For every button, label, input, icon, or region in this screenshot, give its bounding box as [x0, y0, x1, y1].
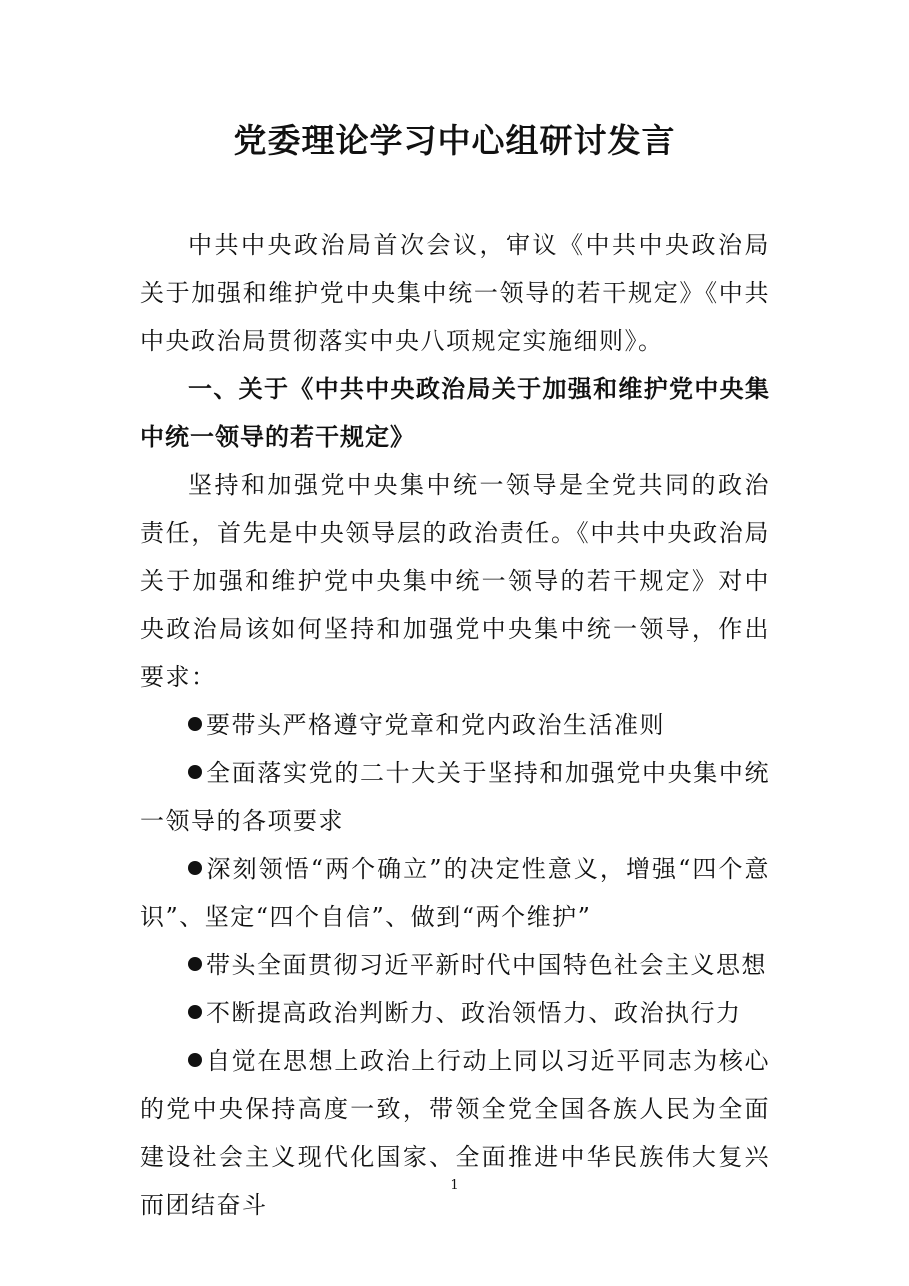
bullet-dot-icon	[188, 765, 202, 779]
bullet-text: 全面落实党的二十大关于坚持和加强党中央集中统一领导的各项要求	[140, 759, 770, 835]
bullet-item	[140, 941, 770, 989]
bullet-item	[140, 701, 770, 749]
bullet-dot-icon	[188, 1005, 202, 1019]
paragraph-text: 坚持和加强党中央集中统一领导是全党共同的政治责任，首先是中央领导层的政治责任。《中共中央政治局关于加强和维护党中央集中统一领导的若干规定》对中央政治局该如何坚持和加强党中央集中统一领导，作出要求：	[140, 471, 770, 691]
bullet-text: 不断提高政治判断力、政治领悟力、政治执行力	[206, 999, 742, 1027]
bullet-dot-icon	[188, 717, 202, 731]
bullet-dot-icon	[188, 861, 202, 875]
paragraph	[140, 461, 770, 701]
section-heading-text: 一、关于《中共中央政治局关于加强和维护党中央集中统一领导的若干规定》	[140, 375, 770, 451]
bullet-dot-icon	[188, 1053, 202, 1067]
bullet-item	[140, 845, 770, 941]
section-heading	[140, 365, 770, 461]
bullet-dot-icon	[188, 957, 202, 971]
paragraph-text: 中共中央政治局首次会议，审议《中共中央政治局关于加强和维护党中央集中统一领导的若干规定》《中共中央政治局贯彻落实中央八项规定实施细则》。	[140, 231, 770, 355]
document-body	[140, 221, 770, 1229]
page-number: 1	[450, 1178, 459, 1193]
paragraph	[140, 221, 770, 365]
bullet-item	[140, 989, 770, 1037]
bullet-text: 带头全面贯彻习近平新时代中国特色社会主义思想	[206, 951, 767, 979]
bullet-text: 深刻领悟“两个确立”的决定性意义，增强“四个意识”、坚定“四个自信”、做到“两个维护”	[140, 855, 770, 931]
bullet-item	[140, 749, 770, 845]
document-title: 党委理论学习中心组研讨发言	[233, 121, 676, 160]
bullet-item	[140, 1037, 770, 1229]
bullet-text: 自觉在思想上政治上行动上同以习近平同志为核心的党中央保持高度一致，带领全党全国各族人民为全面建设社会主义现代化国家、全面推进中华民族伟大复兴而团结奋斗	[140, 1047, 770, 1219]
bullet-text: 要带头严格遵守党章和党内政治生活准则	[206, 711, 665, 739]
